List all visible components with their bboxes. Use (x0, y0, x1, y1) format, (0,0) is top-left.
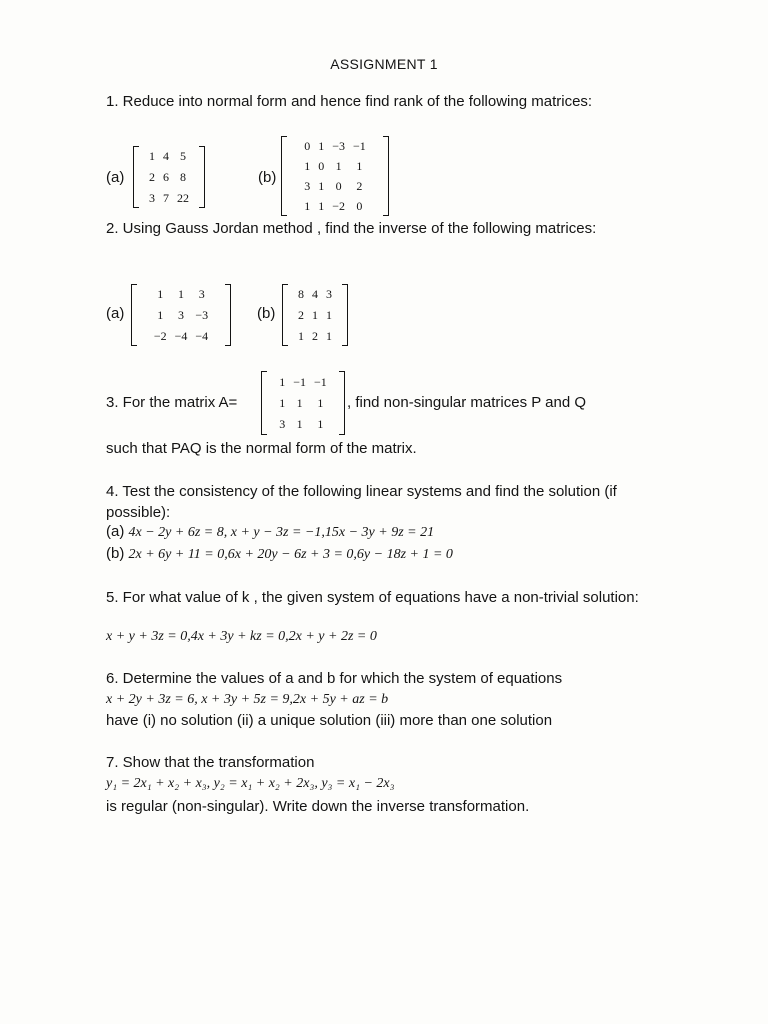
q3-matrix-a (261, 371, 345, 435)
q7-transformation: y₁ = 2x₁ + x₂ + x₃, y₂ = x₁ + x₂ + 2x₃, y₃ = x₁ − 2x₃ (106, 776, 395, 791)
question-3-line-2: such that PAQ is the normal form of the matrix. (106, 440, 417, 457)
matrix-cell: 1 (304, 159, 311, 173)
matrix-cell: −2 (332, 199, 345, 213)
matrix-cell: 3 (326, 287, 332, 302)
question-2-text: 2. Using Gauss Jordan method , find the inverse of the following matrices: (106, 220, 597, 237)
question-1-text: 1. Reduce into normal form and hence find rank of the following matrices: (106, 93, 593, 110)
q4-label-b: (b) (106, 545, 125, 562)
q4-equations-a: 4x − 2y + 6z = 8, x + y − 3z = −1,15x − 3y + 9z = 21 (128, 525, 435, 540)
matrix-cell: 8 (180, 169, 186, 184)
matrix-cell: 4 (312, 287, 318, 302)
matrix-cell: 2 (298, 307, 304, 322)
matrix-cell: 1 (296, 417, 303, 432)
matrix-row (294, 325, 336, 346)
matrix-cell: 7 (163, 190, 169, 205)
matrix-cell: 3 (279, 417, 286, 432)
q1-label-a: (a) (106, 169, 125, 186)
q5-equations: x + y + 3z = 0,4x + 3y + kz = 0,2x + y + 2z = 0 (106, 629, 377, 644)
matrix-cell: 6 (163, 169, 169, 184)
matrix-cell: 8 (298, 287, 304, 302)
question-7-text-2: is regular (non-singular). Write down the inverse transformation. (106, 798, 530, 815)
matrix-cell: −1 (293, 374, 306, 389)
q4-equations-b: 2x + 6y + 11 = 0,6x + 20y − 6z + 3 = 0,6y − 18z + 1 = 0 (128, 547, 453, 562)
q2-matrix-a (131, 284, 231, 346)
q2-matrix-b (282, 284, 348, 346)
matrix-cell: 0 (304, 139, 311, 153)
matrix-cell: 3 (198, 287, 205, 302)
matrix-row (275, 414, 331, 435)
matrix-cell: −2 (153, 328, 167, 343)
q4-system-a (106, 523, 434, 541)
matrix-cell: 0 (318, 159, 325, 173)
matrix-cell: 1 (279, 395, 286, 410)
question-3-prefix: 3. For the matrix A= (106, 394, 238, 411)
q2-label-a: (a) (106, 305, 125, 322)
matrix-cell: 4 (163, 149, 169, 164)
matrix-row (275, 371, 331, 392)
matrix-row (145, 167, 193, 188)
matrix-row (145, 146, 193, 167)
matrix-row (300, 176, 370, 196)
page-title: ASSIGNMENT 1 (330, 56, 438, 72)
matrix-row (275, 392, 331, 413)
matrix-cell: 1 (157, 307, 164, 322)
matrix-cell: 2 (312, 328, 318, 343)
matrix-cell: 2 (149, 169, 155, 184)
matrix-cell: 3 (149, 190, 155, 205)
question-6-text-2: have (i) no solution (ii) a unique solution (iii) more than one solution (106, 712, 553, 729)
matrix-cell: −4 (195, 328, 209, 343)
matrix-cell: 5 (180, 149, 186, 164)
matrix-cell: 22 (177, 190, 189, 205)
matrix-cell: 2 (356, 179, 363, 193)
matrix-cell: 1 (326, 307, 332, 322)
matrix-cell: 1 (312, 307, 318, 322)
matrix-cell: 3 (178, 307, 184, 322)
matrix-cell: 1 (318, 179, 325, 193)
matrix-cell: 1 (317, 395, 324, 410)
matrix-cell: 1 (149, 149, 155, 164)
matrix-cell: 1 (356, 159, 363, 173)
question-6-text: 6. Determine the values of a and b for which the system of equations (106, 670, 563, 687)
question-7-text: 7. Show that the transformation (106, 754, 315, 771)
matrix-row (294, 284, 336, 305)
matrix-cell: −1 (314, 374, 327, 389)
question-4-text: 4. Test the consistency of the following linear systems and find the solution (if possible): (106, 483, 617, 521)
matrix-cell: 1 (279, 374, 286, 389)
matrix-cell: −4 (174, 328, 188, 343)
matrix-cell: 1 (326, 328, 332, 343)
matrix-row (300, 196, 370, 216)
matrix-cell: 1 (298, 328, 304, 343)
matrix-cell: 1 (335, 159, 342, 173)
matrix-cell: 1 (157, 287, 164, 302)
matrix-cell: 1 (317, 417, 324, 432)
q4-system-b (106, 545, 453, 563)
matrix-row (150, 325, 212, 346)
matrix-row (150, 284, 212, 305)
matrix-row (150, 305, 212, 326)
matrix-cell: 0 (356, 199, 363, 213)
matrix-cell: 1 (178, 287, 184, 302)
q1-matrix-a (133, 146, 205, 208)
q4-label-a: (a) (106, 523, 125, 540)
matrix-cell: 1 (296, 395, 303, 410)
q1-label-b: (b) (258, 169, 277, 186)
matrix-cell: −3 (332, 139, 345, 153)
matrix-row (145, 187, 193, 208)
matrix-cell: 3 (304, 179, 311, 193)
matrix-cell: −1 (353, 139, 366, 153)
matrix-cell: 1 (318, 139, 325, 153)
q1-matrix-b (281, 136, 389, 216)
matrix-cell: −3 (195, 307, 209, 322)
matrix-cell: 1 (318, 199, 325, 213)
question-3-suffix: , find non-singular matrices P and Q (347, 394, 587, 411)
matrix-cell: 1 (304, 199, 311, 213)
matrix-cell: 0 (335, 179, 342, 193)
question-5-text: 5. For what value of k , the given system of equations have a non-trivial solution: (106, 589, 639, 606)
q6-equations: x + 2y + 3z = 6, x + 3y + 5z = 9,2x + 5y + az = b (106, 692, 389, 707)
matrix-row (294, 305, 336, 326)
q2-label-b: (b) (257, 305, 276, 322)
matrix-row (300, 136, 370, 156)
matrix-row (300, 156, 370, 176)
